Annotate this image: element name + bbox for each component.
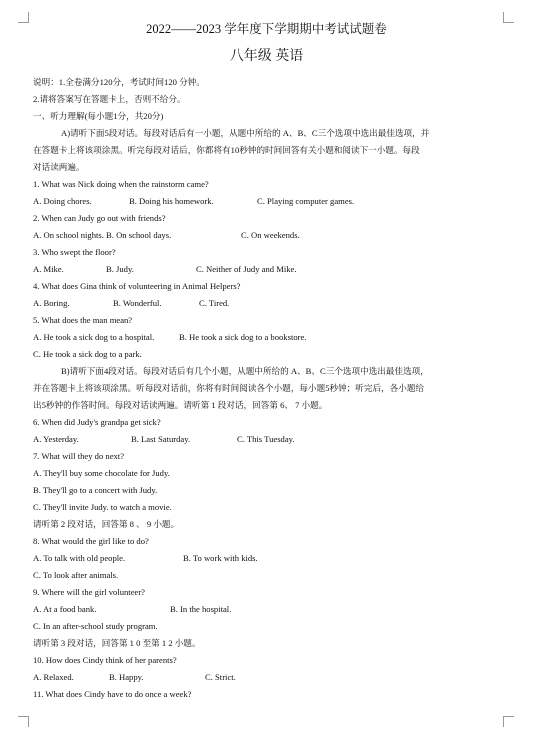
question-5: 5. What does the man mean? bbox=[33, 315, 133, 325]
q9-option-c: C. In an after-school study program. bbox=[33, 621, 158, 631]
part-b-intro-2: 并在答题卡上将该项涂黑。听每段对话前，你将有时间阅读各个小题，每小题5秒钟；听完后，各小题给 bbox=[33, 383, 425, 393]
instruction-1: 说明：1.全卷满分120分，考试时间120 分钟。 bbox=[33, 77, 205, 87]
question-4: 4. What does Gina think of volunteering in Animal Helpers? bbox=[33, 281, 241, 291]
question-6: 6. When did Judy's grandpa get sick? bbox=[33, 417, 161, 427]
instruction-2: 2.请将答案写在答题卡上，否则不给分。 bbox=[33, 94, 186, 104]
q8-option-b: B. To work with kids. bbox=[183, 553, 258, 563]
question-10-options bbox=[33, 669, 495, 686]
q9-option-a: A. At a food bank. bbox=[33, 604, 97, 614]
question-1-options bbox=[33, 193, 495, 210]
question-6-options bbox=[33, 431, 495, 448]
part-b-intro-3: 出5秒钟的作答时间。每段对话读两遍。请听第 1 段对话，回答第 6、 7 小题。 bbox=[33, 400, 328, 410]
q2-option-c: C. On weekends. bbox=[241, 230, 300, 240]
q5-option-c: C. He took a sick dog to a park. bbox=[33, 349, 142, 359]
part-a-intro-1: A)请听下面5段对话。每段对话后有一小题，从题中所给的 A、B、C三个选项中选出最佳选项，并 bbox=[61, 128, 430, 138]
q10-option-b: B. Happy. bbox=[109, 672, 144, 682]
part-b-intro-1: B)请听下面4段对话。每段对话后有几个小题，从题中所给的 A、B、C三个选项中选出最佳选项， bbox=[61, 366, 429, 376]
q3-option-b: B. Judy. bbox=[106, 264, 134, 274]
exam-body bbox=[33, 74, 495, 703]
q3-option-c: C. Neither of Judy and Mike. bbox=[196, 264, 297, 274]
q9-option-b: B. In the hospital. bbox=[170, 604, 232, 614]
corner-mark-bottom-right bbox=[503, 716, 514, 727]
question-9-options-ab bbox=[33, 601, 495, 618]
listen-instruction-3: 请听第 3 段对话，回答第 1 0 至第 1 2 小题。 bbox=[33, 638, 201, 648]
question-2: 2. When can Judy go out with friends? bbox=[33, 213, 166, 223]
part-a-intro-2: 在答题卡上将该项涂黑。听完每段对话后，你都将有10秒钟的时间回答有关小题和阅读下一小题。每段 bbox=[33, 145, 420, 155]
q6-option-c: C. This Tuesday. bbox=[237, 434, 295, 444]
q4-option-a: A. Boring. bbox=[33, 298, 70, 308]
q2-option-ab: A. On school nights. B. On school days. bbox=[33, 230, 172, 240]
exam-title: 2022——2023 学年度下学期期中考试试题卷 bbox=[146, 22, 387, 36]
q1-option-c: C. Playing computer games. bbox=[257, 196, 355, 206]
q6-option-b: B. Last Saturday. bbox=[131, 434, 191, 444]
q7-option-a: A. They'll buy some chocolate for Judy. bbox=[33, 468, 170, 478]
q1-option-b: B. Doing his homework. bbox=[129, 196, 214, 206]
corner-mark-bottom-left bbox=[18, 716, 29, 727]
q7-option-c: C. They'll invite Judy. to watch a movie. bbox=[33, 502, 172, 512]
q8-option-a: A. To talk with old people. bbox=[33, 553, 126, 563]
question-1: 1. What was Nick doing when the rainstorm came? bbox=[33, 179, 209, 189]
exam-subtitle: 八年级 英语 bbox=[229, 49, 304, 64]
q5-option-a: A. He took a sick dog to a hospital. bbox=[33, 332, 155, 342]
question-11: 11. What does Cindy have to do once a week? bbox=[33, 689, 192, 699]
q1-option-a: A. Doing chores. bbox=[33, 196, 92, 206]
q3-option-a: A. Mike. bbox=[33, 264, 64, 274]
section-heading: 一、听力理解(每小题1分，共20分) bbox=[33, 111, 164, 121]
q10-option-c: C. Strict. bbox=[205, 672, 236, 682]
question-5-options-ab bbox=[33, 329, 495, 346]
listen-instruction-2: 请听第 2 段对话，回答第 8 、 9 小题。 bbox=[33, 519, 180, 529]
question-10: 10. How does Cindy think of her parents? bbox=[33, 655, 177, 665]
question-4-options bbox=[33, 295, 495, 312]
q4-option-c: C. Tired. bbox=[199, 298, 230, 308]
q4-option-b: B. Wonderful. bbox=[113, 298, 162, 308]
q7-option-b: B. They'll go to a concert with Judy. bbox=[33, 485, 158, 495]
q8-option-c: C. To look after animals. bbox=[33, 570, 119, 580]
question-8: 8. What would the girl like to do? bbox=[33, 536, 149, 546]
question-7: 7. What will they do next? bbox=[33, 451, 125, 461]
question-9: 9. Where will the girl volunteer? bbox=[33, 587, 145, 597]
question-3-options bbox=[33, 261, 495, 278]
question-2-options bbox=[33, 227, 495, 244]
q10-option-a: A. Relaxed. bbox=[33, 672, 74, 682]
question-8-options-ab bbox=[33, 550, 495, 567]
part-a-intro-3: 对话读两遍。 bbox=[33, 162, 85, 172]
question-3: 3. Who swept the floor? bbox=[33, 247, 116, 257]
q5-option-b: B. He took a sick dog to a bookstore. bbox=[179, 332, 307, 342]
q6-option-a: A. Yesterday. bbox=[33, 434, 79, 444]
